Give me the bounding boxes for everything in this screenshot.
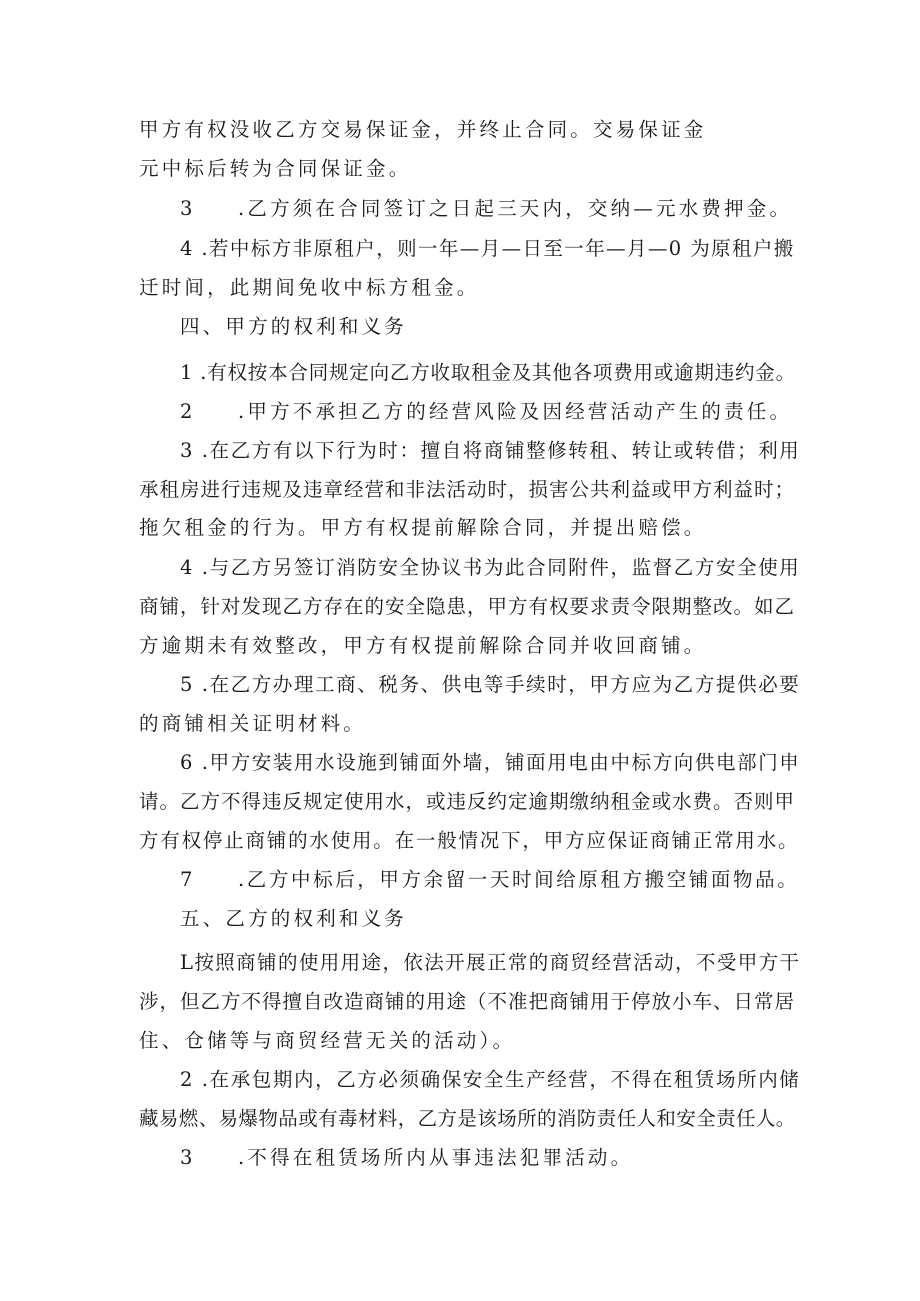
text-line: 迁时间，此期间免收中标方租金。	[139, 276, 480, 299]
section-heading: 五、乙方的权利和义务	[180, 907, 408, 930]
text-line: L按照商铺的使用用途，依法开展正常的商贸经营活动，不受甲方干	[180, 951, 801, 974]
text-line: 承租房进行违规及违章经营和非法活动时，损害公共利益或甲方利益时；	[139, 478, 796, 501]
text-line: 方有权停止商铺的水使用。在一般情况下，甲方应保证商铺正常用水。	[139, 829, 800, 852]
clause-number: 3	[180, 197, 196, 220]
text-line: 涉，但乙方不得擅自改造商铺的用途（不准把商铺用于停放小车、日常居	[139, 990, 796, 1013]
text-line: 5 .在乙方办理工商、税务、供电等手续时，甲方应为乙方提供必要	[180, 673, 801, 696]
clause-text: .乙方中标后，甲方余留一天时间给原租方搬空铺面物品。	[238, 868, 800, 891]
text-line: 1 .有权按本合同规定向乙方收取租金及其他各项费用或逾期违约金。	[180, 361, 796, 384]
text-line: 请。乙方不得违反规定使用水，或违反约定逾期缴纳租金或水费。否则甲	[139, 790, 796, 813]
text-line: 商铺，针对发现乙方存在的安全隐患，甲方有权要求责令限期整改。如乙	[139, 595, 796, 618]
text-line: 住、仓储等与商贸经营无关的活动）。	[139, 1029, 516, 1052]
clause-text: .不得在租赁场所内从事违法犯罪活动。	[238, 1146, 634, 1169]
clause-3	[180, 197, 792, 221]
clause-7	[180, 868, 799, 892]
text-line: 方逾期未有效整改，甲方有权提前解除合同并收回商铺。	[139, 634, 707, 657]
clause-text: .甲方不承担乙方的经营风险及因经营活动产生的责任。	[238, 400, 793, 423]
clause-number: 7	[180, 868, 196, 891]
text-line: 的商铺相关证明材料。	[139, 712, 367, 735]
text-line: 拖欠租金的行为。甲方有权提前解除合同，并提出赔偿。	[139, 516, 707, 539]
text-line: 3 .在乙方有以下行为时：擅自将商铺整修转租、转让或转借；利用	[180, 439, 801, 462]
text-line: 6 .甲方安装用水设施到铺面外墙，铺面用电由中标方向供电部门申	[180, 751, 801, 774]
text-line: 甲方有权没收乙方交易保证金，并终止合同。交易保证金	[139, 118, 707, 141]
text-line: 藏易燃、易爆物品或有毒材料，乙方是该场所的消防责任人和安全责任人。	[139, 1107, 796, 1130]
clause-3	[180, 1146, 633, 1170]
text-line: 4 .若中标方非原租户，则一年—月—日至一年—月—0 为原租户搬	[180, 237, 795, 260]
section-heading: 四、甲方的权利和义务	[180, 315, 408, 338]
clause-number: 3	[180, 1146, 196, 1169]
clause-text: .乙方须在合同签订之日起三天内，交纳—元水费押金。	[238, 197, 793, 220]
clause-2	[180, 400, 792, 424]
clause-number: 2	[180, 400, 196, 423]
text-line: 4 .与乙方另签订消防安全协议书为此合同附件，监督乙方安全使用	[180, 556, 801, 579]
text-line: 2 .在承包期内，乙方必须确保安全生产经营，不得在租赁场所内储	[180, 1068, 801, 1091]
text-line: 元中标后转为合同保证金。	[139, 157, 412, 180]
